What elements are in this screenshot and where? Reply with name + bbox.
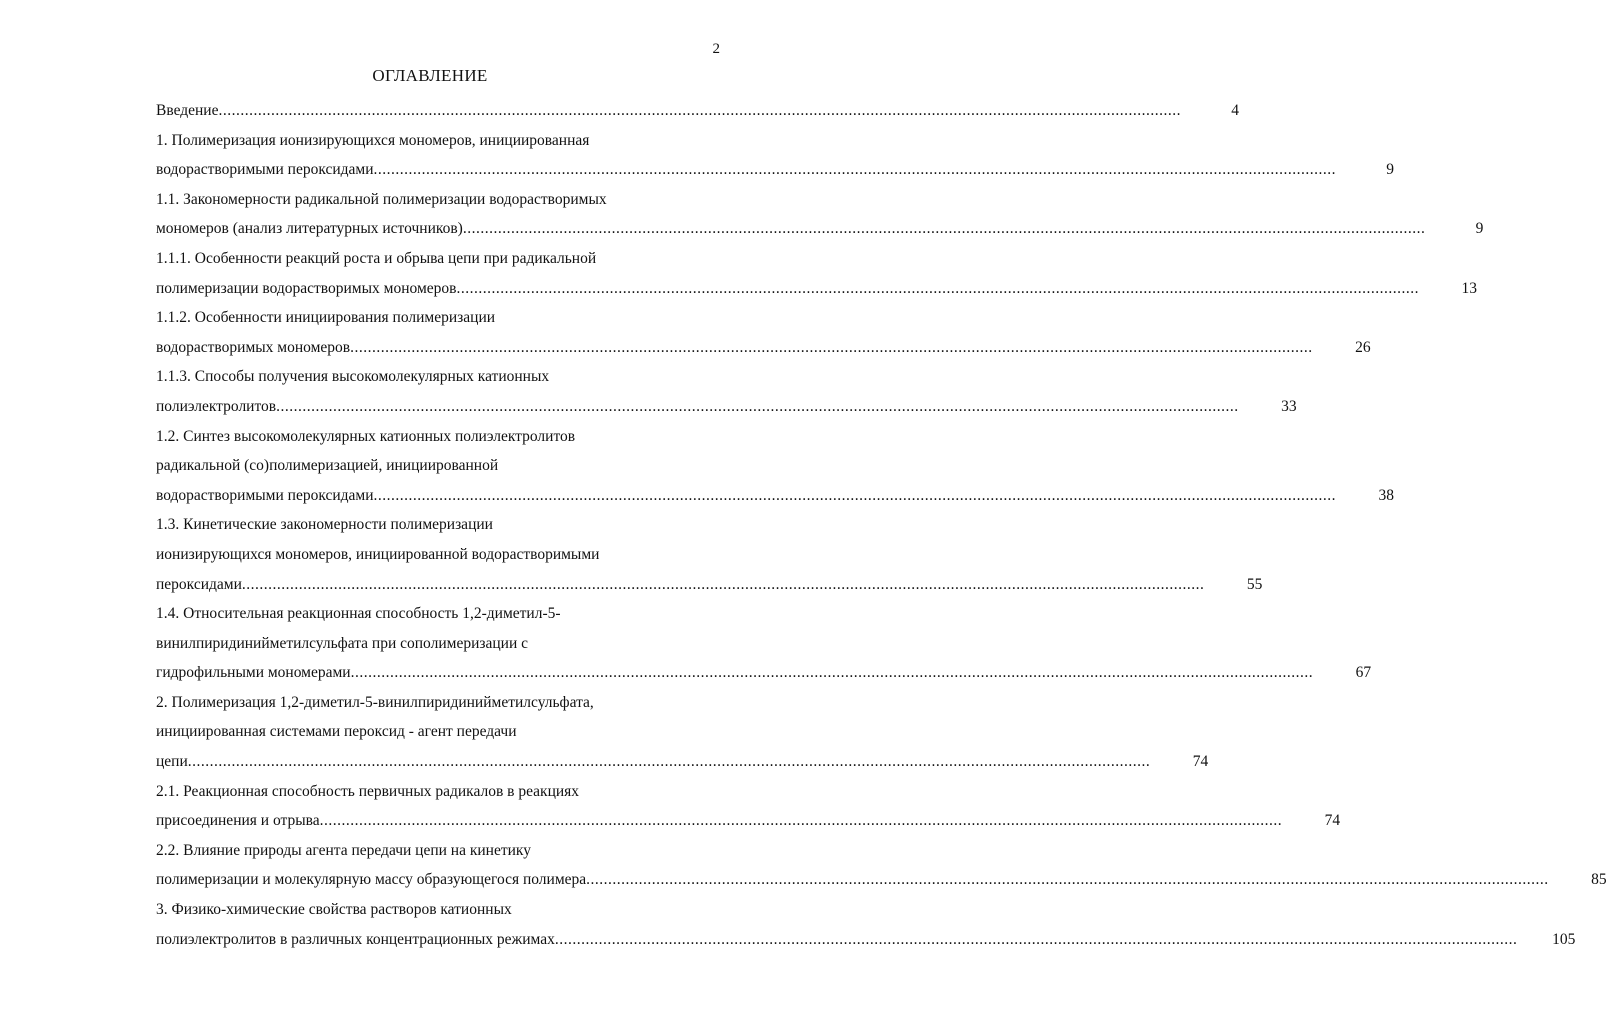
toc-entry-text: 1.1. Закономерности радикальной полимеризации водорастворимых [156,190,607,208]
toc-entry-line [156,392,1297,422]
page-number: 2 [712,41,720,57]
toc-entry-line [156,865,1607,895]
dot-leader: ............................................................................................................................................................................................................................ [462,220,1426,238]
toc-page-number: 33 [1281,397,1297,415]
toc-entry-text: 1.1.2. Особенности инициирования полимеризации [156,309,496,327]
dot-leader: ............................................................................................................................................................................................................................ [241,575,1205,593]
toc-page-number: 38 [1378,486,1395,504]
toc-entry-text: 1.3. Кинетические закономерности полимеризации [156,516,493,534]
toc-page-number: 13 [1461,279,1477,297]
toc-entry [156,777,1341,836]
toc-entry-text: 2.1. Реакционная способность первичных радикалов в реакциях [156,782,580,800]
dot-leader: ............................................................................................................................................................................................................................ [218,102,1181,119]
toc-entry-text: гидрофильными мономерами [156,664,351,682]
table-of-contents [156,96,1607,954]
toc-entry [156,422,1395,511]
toc-entry-line [156,658,1372,688]
toc-entry-text: 1.1.3. Способы получения высокомолекулярных катионных [156,368,550,386]
toc-entry-text: радикальной (со)полимеризацией, инициированной [156,457,499,475]
toc-entry-text: полимеризации и молекулярную массу образующегося полимера [156,871,587,889]
toc-entry-text: полиэлектролитов в различных концентрационных режимах [156,930,555,948]
toc-entry-text: присоединения и отрыва [156,812,320,830]
toc-entry-text: 1.4. Относительная реакционная способность 1,2-диметил-5- [156,605,561,623]
dot-leader: ............................................................................................................................................................................................................................ [554,930,1518,948]
toc-entry-text: водорастворимыми пероксидами [156,486,374,504]
toc-page-number: 67 [1355,664,1372,682]
toc-title: ОГЛАВЛЕНИЕ [372,66,488,85]
toc-entry-text: Введение [156,102,219,119]
toc-entry [156,126,1395,185]
toc-entry [156,244,1477,303]
toc-entry-line [156,481,1395,511]
toc-entry-line [156,333,1371,363]
toc-entry-line [156,925,1576,955]
toc-entry-text: пероксидами [156,575,242,593]
dot-leader: ............................................................................................................................................................................................................................ [350,338,1313,356]
dot-leader: ............................................................................................................................................................................................................................ [586,871,1549,889]
toc-page-number: 9 [1475,220,1484,238]
toc-entry-text: 1.2. Синтез высокомолекулярных катионных полиэлектролитов [156,427,576,445]
toc-page-number: 55 [1246,575,1263,593]
dot-leader: ............................................................................................................................................................................................................................ [373,486,1337,504]
toc-entry-text: ионизирующихся мономеров, инициированной водорастворимыми [156,545,600,563]
toc-entry [156,510,1263,599]
toc-entry-text: мономеров (анализ литературных источников) [156,220,463,238]
toc-page-number: 74 [1324,812,1341,830]
toc-entry-text: водорастворимыми пероксидами [156,161,374,179]
toc-entry-text: полимеризации водорастворимых мономеров [156,279,457,297]
toc-entry-line [156,155,1395,185]
toc-entry-line [156,96,1239,126]
dot-leader: ............................................................................................................................................................................................................................ [319,812,1283,830]
toc-entry [156,362,1297,421]
dot-leader: ............................................................................................................................................................................................................................ [276,397,1239,415]
toc-entry-line [156,747,1209,777]
toc-entry [156,96,1239,126]
toc-entry-line [156,214,1484,244]
toc-entry-text: 1. Полимеризация ионизирующихся мономеров, инициированная [156,131,590,149]
toc-page-number: 105 [1552,930,1576,948]
toc-entry-text: 1.1.1. Особенности реакций роста и обрыва цепи при радикальной [156,249,597,267]
toc-entry [156,303,1371,362]
toc-entry-text: винилпиридинийметилсульфата при сополимеризации с [156,634,529,652]
toc-entry-line [156,570,1263,600]
toc-entry-text: 2.2. Влияние природы агента передачи цепи на кинетику [156,841,531,859]
toc-entry-text: инициированная системами пероксид - агент передачи [156,723,517,741]
dot-leader: ............................................................................................................................................................................................................................ [187,753,1151,771]
toc-entry-text: 3. Физико-химические свойства растворов катионных [156,901,512,919]
toc-entry-line [156,806,1341,836]
toc-entry [156,599,1372,688]
toc-page-number: 85 [1591,871,1607,889]
toc-page-number: 74 [1192,753,1209,771]
dot-leader: ............................................................................................................................................................................................................................ [373,161,1337,179]
toc-entry-text: водорастворимых мономеров [156,338,351,356]
toc-entry [156,836,1607,895]
toc-page-number: 9 [1386,161,1395,179]
toc-entry-text: цепи [156,753,188,771]
toc-entry [156,185,1484,244]
dot-leader: ............................................................................................................................................................................................................................ [456,279,1419,297]
toc-page-number: 26 [1355,338,1371,356]
toc-entry [156,688,1209,777]
toc-page-number: 4 [1231,102,1239,119]
toc-entry-text: полиэлектролитов [156,397,277,415]
toc-entry [156,895,1576,954]
toc-entry-line [156,274,1477,304]
toc-entry-text: 2. Полимеризация 1,2-диметил-5-винилпиридинийметилсульфата, [156,693,594,711]
dot-leader: ............................................................................................................................................................................................................................ [350,664,1314,682]
